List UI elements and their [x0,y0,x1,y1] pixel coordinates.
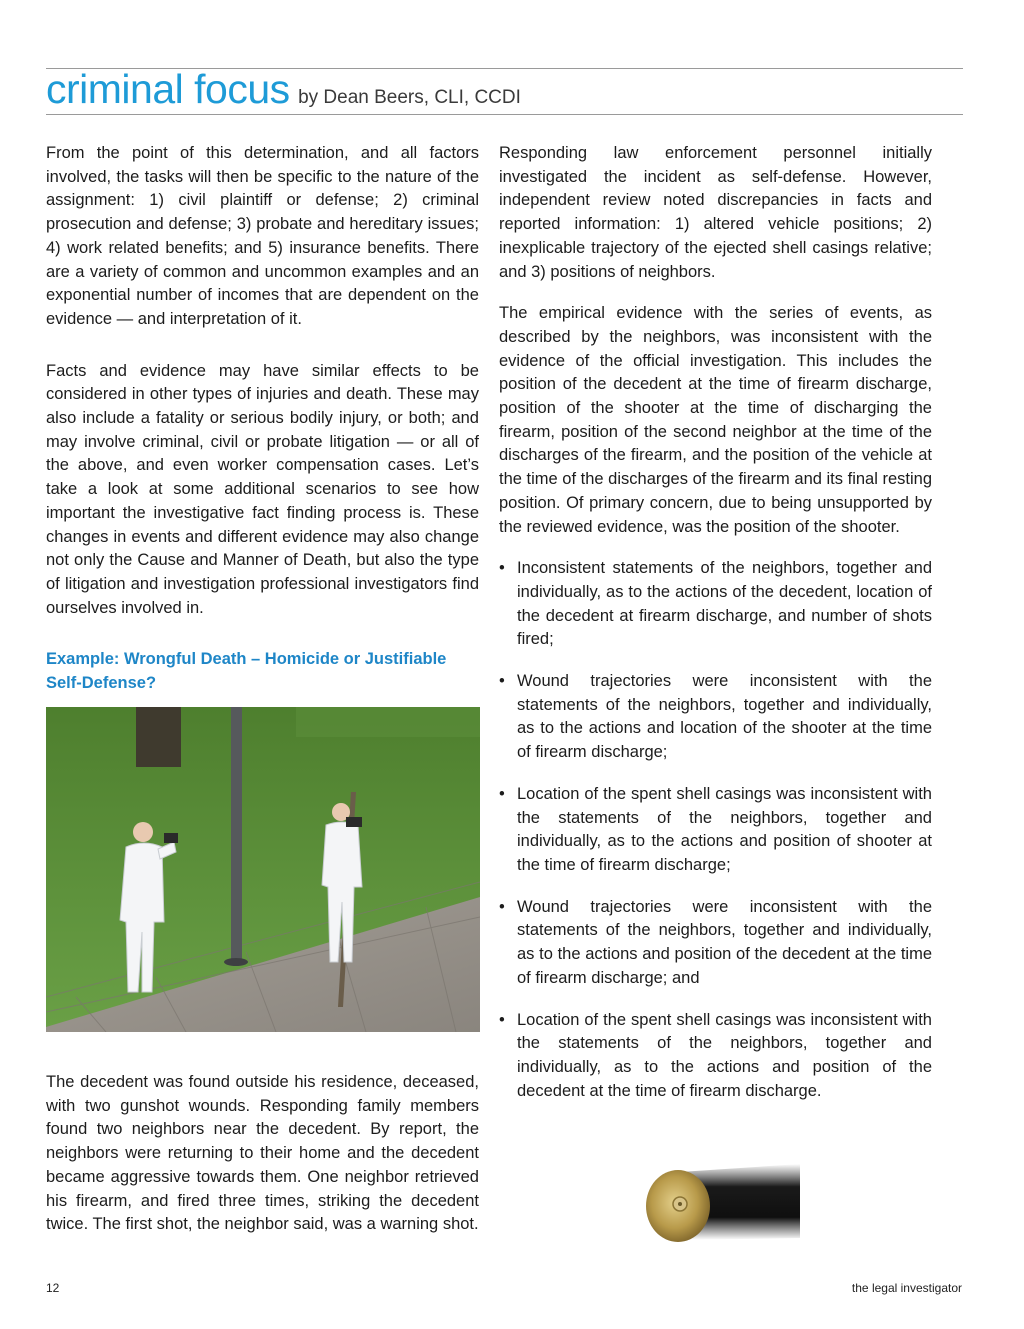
list-item-text: Inconsistent statements of the neighbors, together and individually, as to the actions of the decedent, location of the decedent at firearm discharge, and number of shots fired; [517,559,932,649]
bullet-icon: • [499,672,505,691]
list-item [499,1009,932,1104]
tree-trunk [136,707,181,767]
section-title: criminal focus [46,66,290,112]
left-paragraph-2: Facts and evidence may have similar effects to be considered in other types of injuries and death. These may also include a fatality or serious bodily injury, or both; and may involve criminal, civil or probate litigation — or all of the above, and even worker compensation cases. Let’s take a look at some additional scenarios to see how important the investigative fact finding process is. These changes in events and different evidence may also change not only the Cause and Manner of Death, but also the type of litigation and investigation professional investigators find ourselves involved in. [46,361,479,617]
bullet-icon: • [499,784,505,803]
bullet-icon: • [499,897,505,916]
byline: by Dean Beers, CLI, CCDI [298,87,521,108]
crime-scene-illustration [46,707,480,1032]
list-item [499,557,932,652]
list-item-text: Location of the spent shell casings was inconsistent with the statements of the neighbors, together and individually, as to the actions and position of the decedent at the time of firearm discharge. [517,1010,932,1100]
right-paragraph-1: Responding law enforcement personnel initially investigated the incident as self-defense. However, independent review noted discrepancies in facts and reported information: 1) altered vehicle positions; 2) inexplicable trajectory of the ejected shell casings relative; and 3) positions of neighbors. [499,144,932,281]
bullet-icon: • [499,1010,505,1029]
inconsistencies-list [499,557,932,1103]
list-item [499,896,932,991]
list-item-text: Wound trajectories were inconsistent with the statements of the neighbors, together and individually, as to the actions and location of the shooter at the time of firearm discharge; [517,672,932,762]
page-header [46,66,521,113]
left-column [46,142,479,696]
list-item [499,670,932,765]
example-subheading: Example: Wrongful Death – Homicide or Justifiable Self-Defense? [46,650,447,693]
lamp-post [231,707,242,962]
shell-casing-icon [640,1160,800,1250]
bullet-icon: • [499,559,505,578]
list-item [499,783,932,878]
list-item-text: Wound trajectories were inconsistent with the statements of the neighbors, together and individually, as to the actions and position of the decedent at the time of firearm discharge; and [517,897,932,987]
publication-name: the legal investigator [851,1281,962,1295]
left-paragraph-3: The decedent was found outside his residence, deceased, with two gunshot wounds. Responding family members found two neighbors near the decedent. By report, the neighbors were returning to their home and the decedent became aggressive towards them. One neighbor retrieved his firearm, and fired three times, striking the decedent twice. The first shot, the neighbor said, was a warning shot. [46,1073,479,1234]
crime-scene-photo [46,707,480,1032]
right-paragraph-2: The empirical evidence with the series of events, as described by the neighbors, was inconsistent with the evidence of the official investigation. This includes the position of the decedent at the time of firearm discharge, position of the shooter at the time of discharging the firearm, position of the second neighbor at the time of the discharges of the firearm, and the position of the vehicle at the time of the discharges of the firearm and its final resting position. Of primary concern, due to being unsupported by the reviewed evidence, was the position of the shooter. [499,304,932,536]
left-paragraph-1: From the point of this determination, and all factors involved, the tasks will then be specific to the nature of the assignment: 1) civil plaintiff or defense; 2) criminal prosecution and defense; 3) probate and hereditary issues; 4) work related benefits; and 5) insurance benefits. There are a variety of common and uncommon examples and an exponential number of incomes that are dependent on the evidence — and interpretation of it. [46,144,479,328]
shell-casing-image [640,1160,800,1250]
right-column [499,142,932,1121]
header-bottom-rule [46,114,963,115]
list-item-text: Location of the spent shell casings was inconsistent with the statements of the neighbors, together and individually, as to the actions and position of shooter at the time of firearm discharge; [517,784,932,874]
page-number: 12 [46,1281,60,1295]
